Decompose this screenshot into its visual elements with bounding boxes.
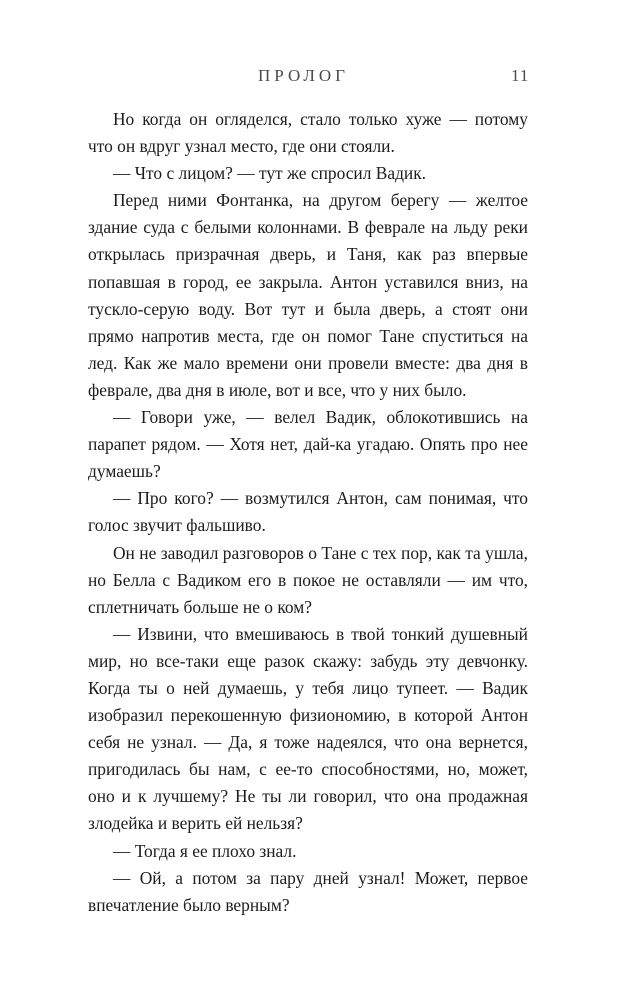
running-head — [0, 66, 619, 90]
paragraph: — Ой, а потом за пару дней узнал! Может, первое впечатление было верным? — [88, 867, 528, 915]
body-text — [88, 106, 528, 919]
paragraph: Он не заводил разговоров о Тане с тех пор, как та ушла, но Белла с Вадиком его в покое не оставляли — им что, сплетничать больше не о ком? — [88, 542, 528, 617]
paragraph: Перед ними Фонтанка, на другом берегу — желтое здание суда с белыми колоннами. В феврале на льду реки открылась призрачная дверь, и Таня, как раз впервые попавшая в город, ее закрыла. Антон уставился вниз, на тускло-серую воду. Вот тут и была дверь, а стоят они прямо напротив места, где он помог Тане спуститься на лед. Как же мало времени они провели вместе: два дня в феврале, два дня в июле, вот и все, что у них было. — [88, 190, 528, 400]
paragraph: — Что с лицом? — тут же спросил Вадик. — [113, 163, 427, 184]
chapter-title: ПРОЛОГ — [258, 66, 350, 85]
paragraph: — Тогда я ее плохо знал. — [113, 840, 297, 861]
paragraph: — Извини, что вмешиваюсь в твой тонкий душевный мир, но все-таки еще разок скажу: забудь эту девчонку. Когда ты о ней думаешь, у тебя лицо тупеет. — Вадик изобразил перекошенную физиономию, в которой Антон себя не узнал. — Да, я тоже надеялся, что она вернется, пригодилась бы нам, с ее-то способностями, но, может, оно и к лучшему? Не ты ли говорил, что она продажная злодейка и верить ей нельзя? — [88, 623, 528, 834]
paragraph: — Про кого? — возмутился Антон, сам понимая, что голос звучит фальшиво. — [88, 488, 528, 536]
page-number: 11 — [511, 66, 530, 85]
paragraph: — Говори уже, — велел Вадик, облокотившись на парапет рядом. — Хотя нет, дай-ка угадаю. Опять про нее думаешь? — [88, 407, 528, 482]
paragraph: Но когда он огляделся, стало только хуже — потому что он вдруг узнал место, где они стояли. — [88, 109, 528, 157]
